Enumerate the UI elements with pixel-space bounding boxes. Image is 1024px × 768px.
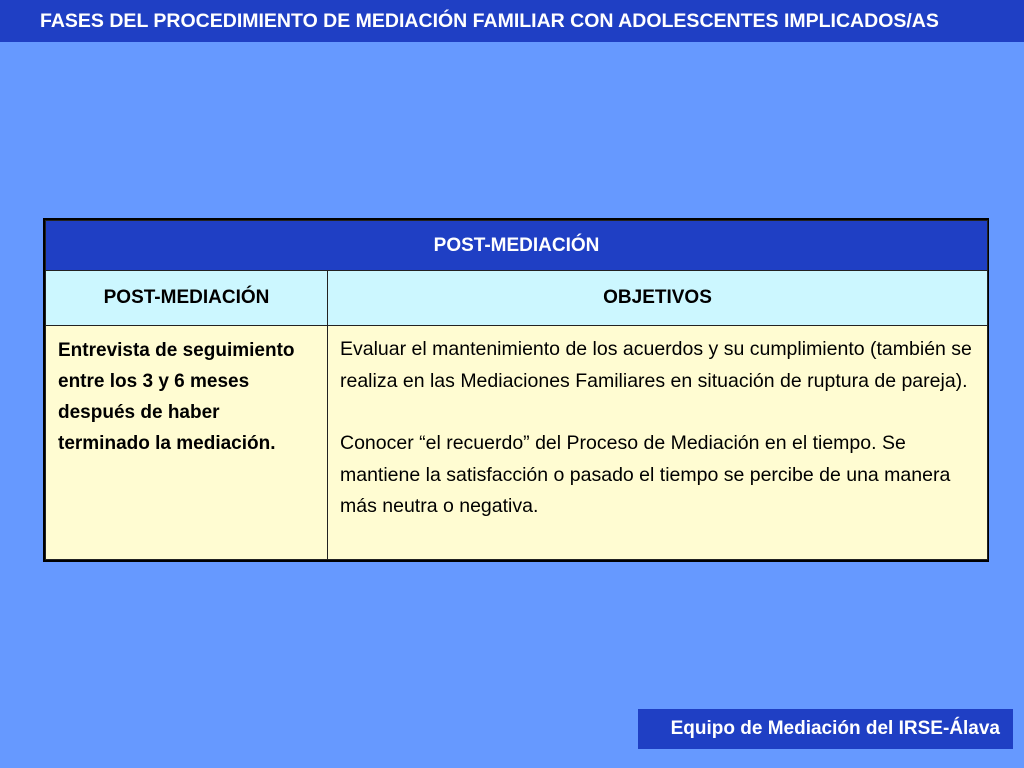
table-row (46, 326, 988, 560)
column-header-row (46, 271, 988, 326)
slide-title: FASES DEL PROCEDIMIENTO DE MEDIACIÓN FAMILIAR CON ADOLESCENTES IMPLICADOS/AS (40, 10, 939, 32)
title-bar (0, 0, 1024, 42)
objective-paragraph-2: Conocer “el recuerdo” del Proceso de Mediación en el tiempo. Se mantiene la satisfacción o pasado el tiempo se percibe de una manera más neutra o negativa. (340, 432, 951, 517)
objective-paragraph-1: Evaluar el mantenimiento de los acuerdos y su cumplimiento (también se realiza en las Mediaciones Familiares en situación de ruptura de pareja). (340, 338, 972, 392)
phase-cell: Entrevista de seguimiento entre los 3 y 6 meses después de haber terminado la mediación. (46, 326, 328, 560)
column-header-objectives: OBJETIVOS (328, 271, 988, 326)
mediation-phase-table (43, 218, 989, 562)
objectives-cell (328, 326, 988, 560)
table-header-title: POST-MEDIACIÓN (46, 221, 988, 271)
column-header-phase: POST-MEDIACIÓN (46, 271, 328, 326)
phase-table (45, 220, 988, 560)
footer-box (638, 709, 1013, 749)
footer-label: Equipo de Mediación del IRSE-Álava (670, 718, 1000, 739)
table-header-row (46, 221, 988, 271)
